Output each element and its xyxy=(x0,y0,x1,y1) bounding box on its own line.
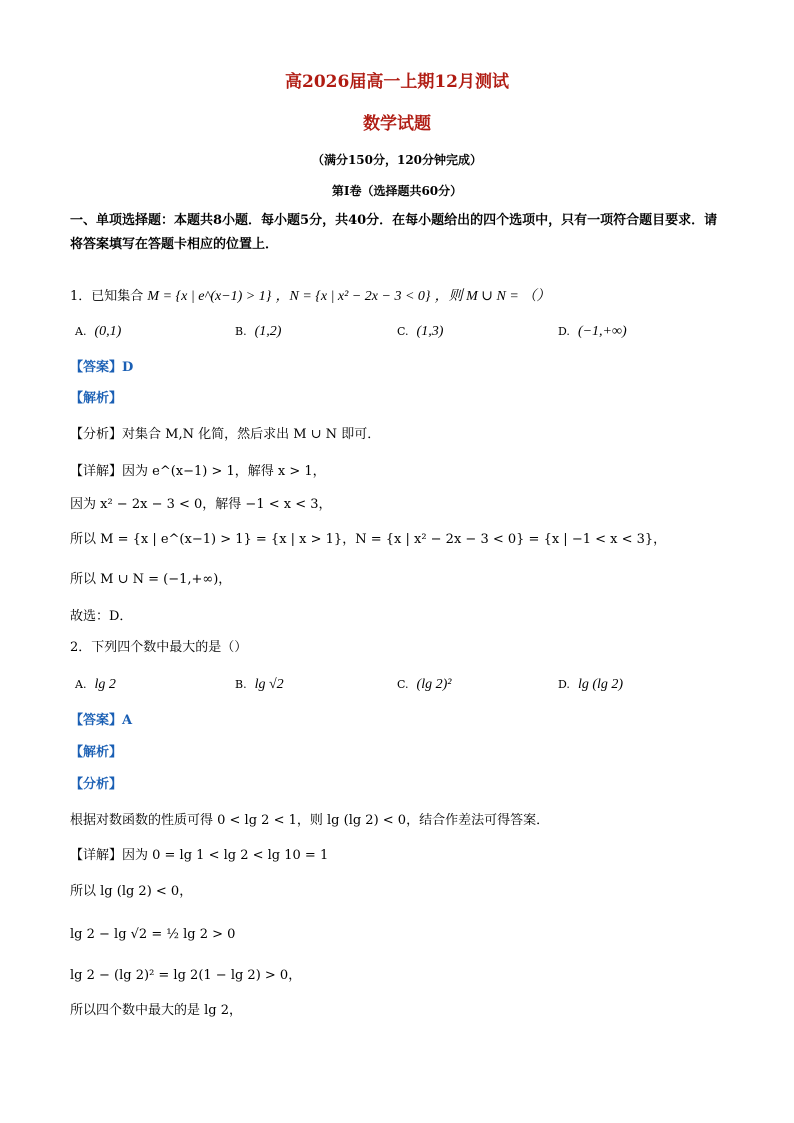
page-subtitle: 数学试题 xyxy=(363,114,431,134)
q2-step-2: 所以 lg (lg 2) < 0， xyxy=(70,884,193,899)
q2-analysis-heading: 【解析】 xyxy=(70,745,123,760)
q2-fenxi-heading: 【分析】 xyxy=(70,777,123,792)
q1-answer: 【答案】D xyxy=(70,360,134,375)
q1-option-a: A. (0,1) xyxy=(75,324,122,339)
section-heading: 第Ⅰ卷（选择题共60分） xyxy=(331,184,463,198)
q2-step-5: 所以四个数中最大的是 lg 2， xyxy=(70,1003,243,1018)
q1-analysis-heading: 【解析】 xyxy=(70,391,123,406)
q2-step-4: lg 2 − (lg 2)² = lg 2(1 − lg 2) > 0， xyxy=(70,968,302,983)
question-1-prefix: 1．已知集合 xyxy=(70,289,144,304)
q1-option-b: B. (1,2) xyxy=(235,324,282,339)
question-1-ask: ，则 M ∪ N = （） xyxy=(434,289,551,304)
q2-option-d: D. lg (lg 2) xyxy=(558,677,624,692)
q1-conclusion: 故选：D． xyxy=(70,609,133,624)
instructions: 一、单项选择题：本题共8小题．每小题5分，共40分．在每小题给出的四个选项中，只有一项符合题目要求．请将答案填写在答题卡相应的位置上． xyxy=(70,213,718,252)
page-title: 高2026届高一上期12月测试 xyxy=(285,72,509,92)
exam-note: （满分150分，120分钟完成） xyxy=(311,153,483,167)
q1-option-d: D. (−1,+∞) xyxy=(558,324,627,339)
set-n-definition: ，N = {x | x² − 2x − 3 < 0} xyxy=(275,289,431,304)
question-1-stem xyxy=(70,287,730,307)
q1-step-3: 所以 M = {x | e^(x−1) > 1} = {x | x > 1}，N = {x | x² − 2x − 3 < 0} = {x | −1 < x < 3}， xyxy=(70,532,667,547)
q2-answer: 【答案】A xyxy=(70,713,133,728)
q1-step-4: 所以 M ∪ N = (−1,+∞)， xyxy=(70,572,232,587)
q1-fenxi: 【分析】对集合 M,N 化简，然后求出 M ∪ N 即可． xyxy=(70,427,381,442)
q2-option-b: B. lg √2 xyxy=(235,677,284,692)
q1-option-c: C. (1,3) xyxy=(397,324,444,339)
q2-step-3: lg 2 − lg √2 = ½ lg 2 > 0 xyxy=(70,927,236,942)
set-m-definition: M = {x | e^(x−1) > 1} xyxy=(147,289,272,304)
q2-option-c: C. (lg 2)² xyxy=(397,677,452,692)
question-2-stem: 2．下列四个数中最大的是（） xyxy=(70,640,248,655)
q2-fenxi: 根据对数函数的性质可得 0 < lg 2 < 1，则 lg (lg 2) < 0，结合作差法可得答案． xyxy=(70,813,550,828)
q1-xiangjie: 【详解】因为 e^(x−1) > 1，解得 x > 1， xyxy=(70,464,326,479)
q1-step-2: 因为 x² − 2x − 3 < 0，解得 −1 < x < 3， xyxy=(70,497,332,512)
q2-option-a: A. lg 2 xyxy=(75,677,116,692)
q2-xiangjie: 【详解】因为 0 = lg 1 < lg 2 < lg 10 = 1 xyxy=(70,848,329,863)
